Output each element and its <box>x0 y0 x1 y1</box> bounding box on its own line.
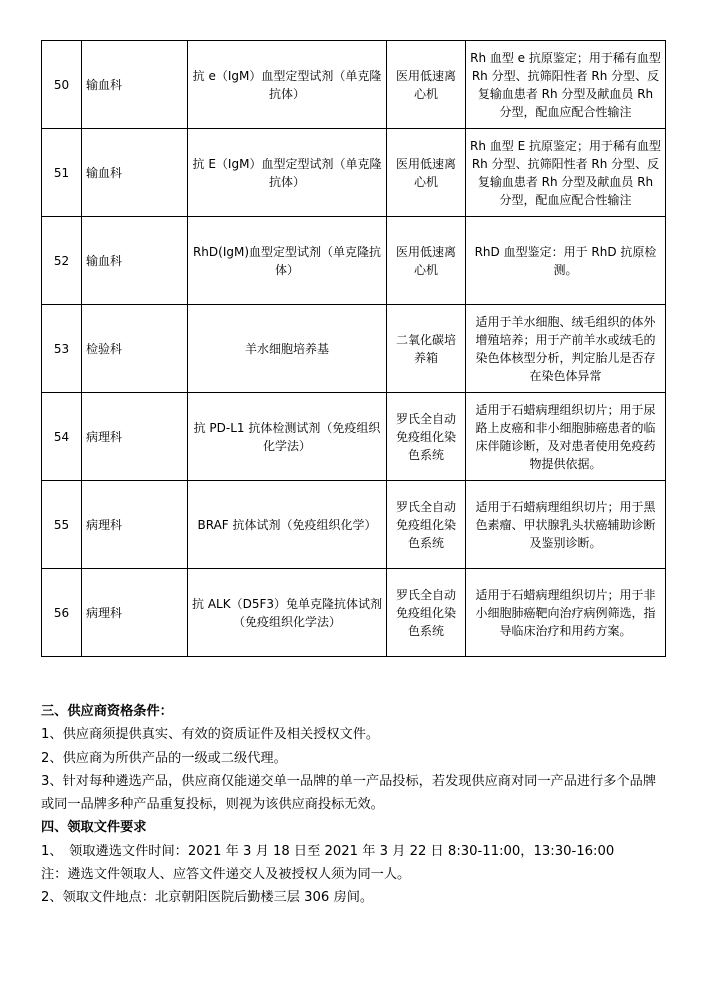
table-row <box>42 569 666 657</box>
section-4-item: 1、 领取遴选文件时间：2021 年 3 月 18 日至 2021 年 3 月 22 日 8:30-11:00，13:30-16:00 <box>41 843 615 859</box>
section-4-item: 2、领取文件地点：北京朝阳医院后勤楼三层 306 房间。 <box>41 890 374 906</box>
row-usage: 适用于石蜡病理组织切片；用于尿路上皮癌和非小细胞肺癌患者的临床伴随诊断，及对患者使用免疫药物提供依据。 <box>466 393 666 481</box>
section-3-item: 2、供应商为所供产品的一级或二级代理。 <box>41 750 287 766</box>
table-row <box>42 129 666 217</box>
row-number: 52 <box>42 217 82 305</box>
section-4-heading: 四、领取文件要求 <box>41 820 147 836</box>
row-department: 输血科 <box>82 129 188 217</box>
row-number: 55 <box>42 481 82 569</box>
row-number: 51 <box>42 129 82 217</box>
product-table-container <box>41 40 665 657</box>
row-department: 病理科 <box>82 393 188 481</box>
row-product-name: 抗 e（IgM）血型定型试剂（单克隆抗体） <box>188 41 387 129</box>
row-equipment: 罗氏全自动免疫组化染色系统 <box>387 393 466 481</box>
row-department: 病理科 <box>82 569 188 657</box>
row-equipment: 医用低速离心机 <box>387 217 466 305</box>
row-usage: 适用于石蜡病理组织切片；用于黑色素瘤、甲状腺乳头状癌辅助诊断及鉴别诊断。 <box>466 481 666 569</box>
row-equipment: 罗氏全自动免疫组化染色系统 <box>387 481 466 569</box>
table-row <box>42 217 666 305</box>
row-department: 病理科 <box>82 481 188 569</box>
row-product-name: 抗 ALK（D5F3）兔单克隆抗体试剂（免疫组织化学法） <box>188 569 387 657</box>
document-body <box>41 700 669 910</box>
row-number: 56 <box>42 569 82 657</box>
section-3-heading: 三、供应商资格条件： <box>41 704 173 719</box>
table-row <box>42 393 666 481</box>
row-usage: 适用于羊水细胞、绒毛组织的体外增殖培养；用于产前羊水或绒毛的染色体核型分析，判定胎儿是否存在染色体异常 <box>466 305 666 393</box>
row-equipment: 医用低速离心机 <box>387 41 466 129</box>
row-equipment: 罗氏全自动免疫组化染色系统 <box>387 569 466 657</box>
section-3-item: 1、供应商须提供真实、有效的资质证件及相关授权文件。 <box>41 727 380 743</box>
row-department: 检验科 <box>82 305 188 393</box>
table-row <box>42 481 666 569</box>
row-usage: Rh 血型 e 抗原鉴定；用于稀有血型 Rh 分型、抗筛阳性者 Rh 分型、反复输血患者 Rh 分型及献血员 Rh 分型，配血应配合性输注 <box>466 41 666 129</box>
row-number: 50 <box>42 41 82 129</box>
row-product-name: 羊水细胞培养基 <box>188 305 387 393</box>
product-table <box>41 40 666 657</box>
row-equipment: 医用低速离心机 <box>387 129 466 217</box>
row-equipment: 二氧化碳培养箱 <box>387 305 466 393</box>
section-3-item: 3、针对每种遴选产品，供应商仅能递交单一品牌的单一产品投标，若发现供应商对同一产品进行多个品牌或同一品牌多种产品重复投标，则视为该供应商投标无效。 <box>41 773 657 813</box>
table-row <box>42 305 666 393</box>
row-product-name: BRAF 抗体试剂（免疫组织化学） <box>188 481 387 569</box>
row-department: 输血科 <box>82 217 188 305</box>
row-usage: 适用于石蜡病理组织切片；用于非小细胞肺癌靶向治疗病例筛选，指导临床治疗和用药方案。 <box>466 569 666 657</box>
section-4-note: 注：遴选文件领取人、应答文件递交人及被授权人须为同一人。 <box>41 867 411 883</box>
row-number: 54 <box>42 393 82 481</box>
row-usage: RhD 血型鉴定：用于 RhD 抗原检测。 <box>466 217 666 305</box>
row-product-name: 抗 E（IgM）血型定型试剂（单克隆抗体） <box>188 129 387 217</box>
row-department: 输血科 <box>82 41 188 129</box>
row-product-name: RhD(IgM)血型定型试剂（单克隆抗体） <box>188 217 387 305</box>
row-number: 53 <box>42 305 82 393</box>
row-product-name: 抗 PD-L1 抗体检测试剂（免疫组织化学法） <box>188 393 387 481</box>
table-row <box>42 41 666 129</box>
row-usage: Rh 血型 E 抗原鉴定；用于稀有血型 Rh 分型、抗筛阳性者 Rh 分型、反复输血患者 Rh 分型及献血员 Rh 分型，配血应配合性输注 <box>466 129 666 217</box>
